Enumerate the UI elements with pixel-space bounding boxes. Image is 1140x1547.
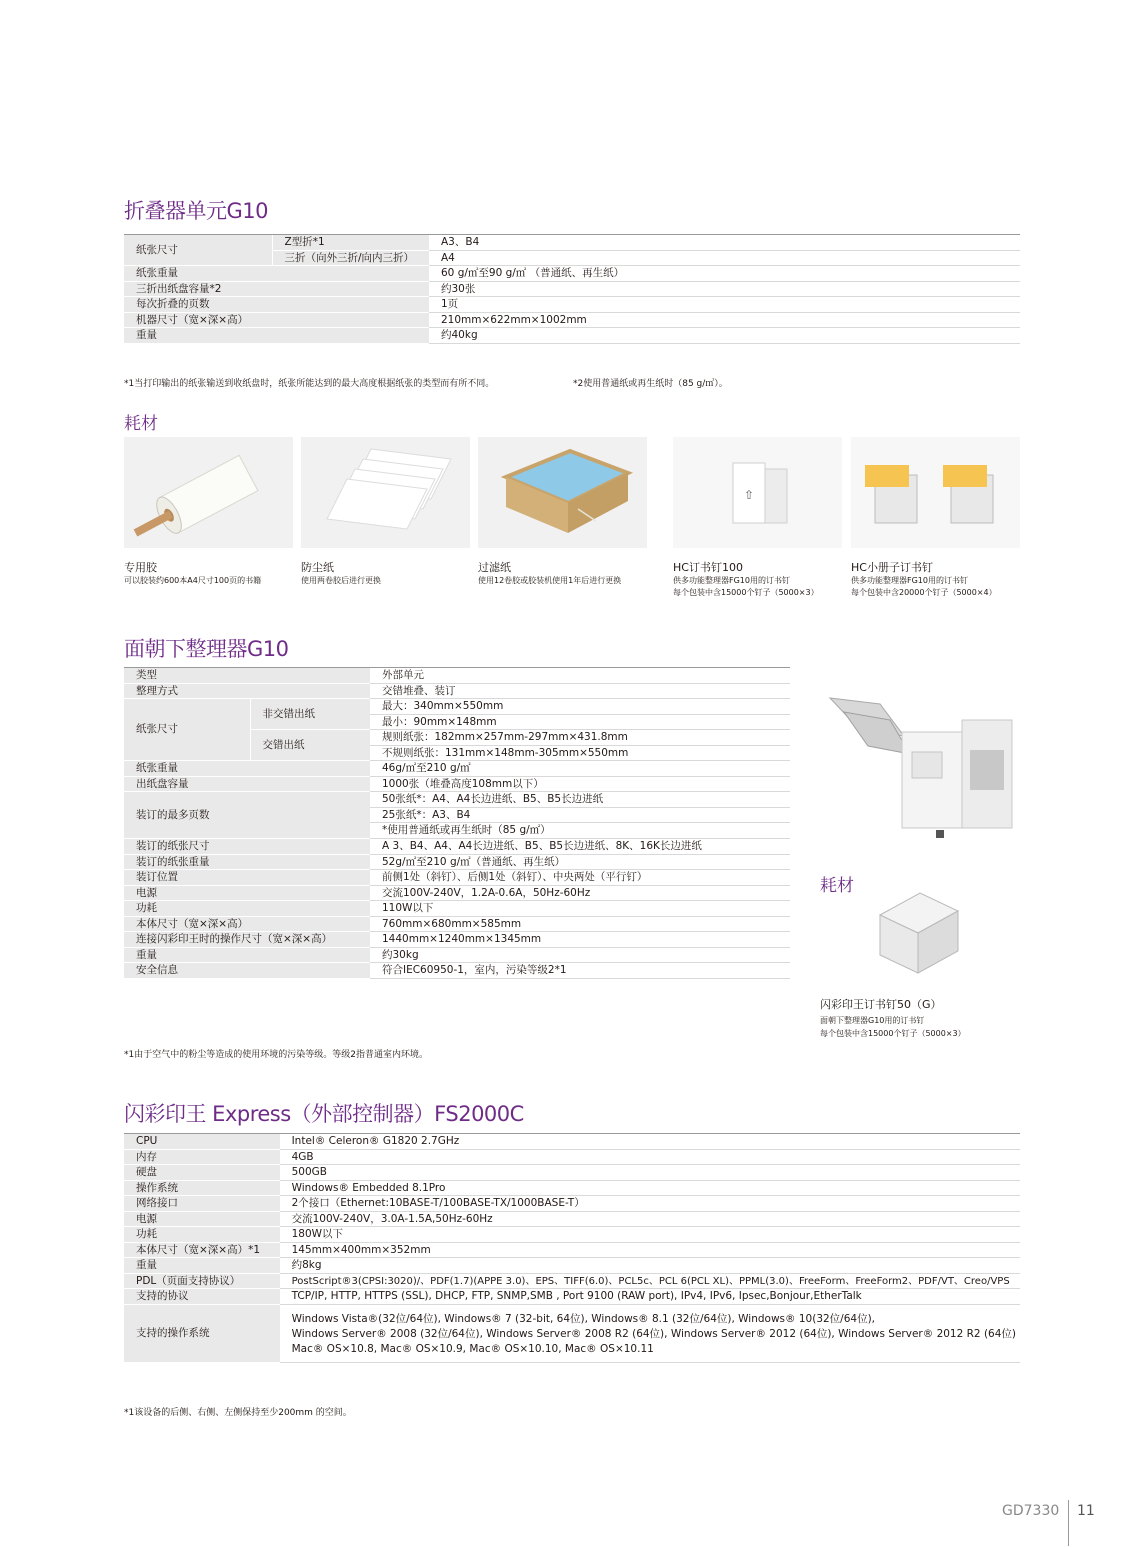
footnote: *1当打印输出的纸张输送到收纸盘时，纸张所能达到的最大高度根据纸张的类型而有所不同。 [124,379,495,389]
row-label: 纸张重量 [124,266,429,282]
table-row [124,776,790,792]
section-title-consumables-side: 耗材 [820,876,854,896]
row-value: 180W以下 [280,1227,1020,1243]
row-value: 最小：90mm×148mm [370,714,790,730]
product-desc: 每个包装中含15000个钉子（5000×3） [820,1029,966,1038]
stacker-spec-table [124,667,790,979]
table-row [124,266,1020,282]
row-value: TCP/IP, HTTP, HTTPS (SSL), DHCP, FTP, SNMP,SMB , Port 9100 (RAW port), IPv4, IPv6, Ipsec,Bonjour,EtherTalk [280,1289,1020,1305]
row-value: 前侧1处（斜钉）、后侧1处（斜钉）、中央两处（平行钉） [370,870,790,886]
table-row [124,839,790,855]
row-value: 1440mm×1240mm×1345mm [370,932,790,948]
table-row [124,792,790,808]
table-row [124,870,790,886]
row-label: PDL（页面支持协议） [124,1273,280,1289]
row-label: 连接闪彩印王时的操作尺寸（宽×深×高） [124,932,370,948]
booklet-staple-image [851,437,1020,548]
row-label: 本体尺寸（宽×深×高）*1 [124,1242,280,1258]
row-value: *使用普通纸或再生纸时（85 g/㎡） [370,823,790,839]
table-row [124,297,1020,313]
row-label: 重量 [124,1258,280,1274]
product-desc: 面朝下整理器G10用的订书钉 [820,1016,925,1025]
row-value: 50张纸*：A4、A4长边进纸、B5、B5长边进纸 [370,792,790,808]
row-value: PostScript®3(CPSI:3020)/、PDF(1.7)(APPE 3.0)、EPS、TIFF(6.0)、PCL5c、PCL 6(PCL XL)、PPML(3.0)、FreeForm、FreeForm2、PDF/VT、Creo/VPS [280,1273,1020,1289]
row-value: 外部单元 [370,668,790,684]
row-value: 约8kg [280,1258,1020,1274]
row-label: 支持的协议 [124,1289,280,1305]
row-sublabel: Z型折*1 [272,235,429,251]
row-value: 不规则纸张：131mm×148mm-305mm×550mm [370,745,790,761]
row-sublabel: 交错出纸 [250,730,370,761]
row-label: 出纸盘容量 [124,776,370,792]
table-row [124,916,790,932]
row-value: 500GB [280,1165,1020,1181]
page-number: 11 [1077,1503,1095,1519]
row-label: 装订的最多页数 [124,792,370,839]
row-label: 网络接口 [124,1196,280,1212]
row-value: 25张纸*：A3、B4 [370,807,790,823]
table-row [124,885,790,901]
row-value: 交错堆叠、装订 [370,683,790,699]
row-label: 装订的纸张尺寸 [124,839,370,855]
stacker-machine-image [820,690,1020,840]
row-value: 145mm×400mm×352mm [280,1242,1020,1258]
dust-paper-image [301,437,470,548]
row-value: 约30kg [370,947,790,963]
product-desc: 每个包装中含15000个钉子（5000×3） [673,588,819,597]
row-value: 110W以下 [370,901,790,917]
section-title-folder: 折叠器单元G10 [124,199,268,223]
product-desc: 供多功能整理器FG10用的订书钉 [851,576,968,585]
product-name: 过滤纸 [478,561,511,574]
controller-spec-table [124,1133,1020,1363]
row-value: 52g/㎡至210 g/㎡（普通纸、再生纸） [370,854,790,870]
staple-cartridge-image [860,885,970,980]
product-desc: 使用两卷胶后进行更换 [301,576,381,585]
row-value: 1页 [429,297,1020,313]
table-row [124,281,1020,297]
table-row [124,1305,1020,1363]
row-label: 电源 [124,885,370,901]
row-value: 1000张（堆叠高度108mm以下） [370,776,790,792]
table-row [124,901,790,917]
svg-text:⇧: ⇧ [743,488,755,502]
product-desc: 供多功能整理器FG10用的订书钉 [673,576,790,585]
footer-model: GD7330 [1002,1503,1060,1519]
filter-paper-image [478,437,647,548]
table-row [124,312,1020,328]
row-label: 安全信息 [124,963,370,979]
row-value: 4GB [280,1149,1020,1165]
row-value: 60 g/㎡至90 g/㎡ （普通纸、再生纸） [429,266,1020,282]
row-label: 支持的操作系统 [124,1305,280,1363]
row-label: 每次折叠的页数 [124,297,429,313]
section-title-consumables: 耗材 [124,414,158,434]
footnote: *2使用普通纸或再生纸时（85 g/㎡）。 [573,379,728,389]
row-label: 功耗 [124,901,370,917]
row-label: 整理方式 [124,683,370,699]
table-row [124,235,1020,251]
row-label: 机器尺寸（宽×深×高） [124,312,429,328]
table-row [124,947,790,963]
os-line: Mac® OS×10.8, Mac® OS×10.9, Mac® OS×10.10, Mac® OS×10.11 [291,1342,654,1355]
table-row [124,328,1020,344]
table-row [124,1196,1020,1212]
row-label: 装订位置 [124,870,370,886]
product-desc: 使用12卷胶或胶装机使用1年后进行更换 [478,576,622,585]
os-line: Windows Vista®(32位/64位), Windows® 7 (32-bit, 64位), Windows® 8.1 (32位/64位), Windows® 10(32位/64位), [291,1312,876,1325]
product-desc: 可以胶装约600本A4尺寸100页的书籍 [124,576,262,585]
row-value: Intel® Celeron® G1820 2.7GHz [280,1134,1020,1150]
row-value: 210mm×622mm×1002mm [429,312,1020,328]
row-label: 内存 [124,1149,280,1165]
product-name: 专用胶 [124,561,157,574]
row-value: 规则纸张：182mm×257mm-297mm×431.8mm [370,730,790,746]
row-label: 类型 [124,668,370,684]
table-row [124,1258,1020,1274]
table-row [124,854,790,870]
table-row [124,932,790,948]
row-label: 硬盘 [124,1165,280,1181]
table-row [124,699,790,715]
table-row [124,1165,1020,1181]
product-name: 闪彩印王订书钉50（G） [820,998,942,1011]
table-row [124,1273,1020,1289]
row-value: 46g/㎡至210 g/㎡ [370,761,790,777]
footer-divider [1068,1500,1069,1546]
row-label: 电源 [124,1211,280,1227]
table-row [124,1242,1020,1258]
product-desc: 每个包装中含20000个钉子（5000×4） [851,588,997,597]
row-label: 重量 [124,947,370,963]
row-label: 装订的纸张重量 [124,854,370,870]
row-value: A 3、B4、A4、A4长边进纸、B5、B5长边进纸、8K、16K长边进纸 [370,839,790,855]
table-row [124,1149,1020,1165]
hc-staple-image [673,437,842,548]
row-sublabel: 三折（向外三折/向内三折） [272,250,429,266]
row-label: 三折出纸盘容量*2 [124,281,429,297]
row-label: 纸张尺寸 [124,235,272,266]
row-value: 交流100V-240V，3.0A-1.5A,50Hz-60Hz [280,1211,1020,1227]
row-value: 符合IEC60950-1，室内，污染等级2*1 [370,963,790,979]
row-value: 约40kg [429,328,1020,344]
glue-roll-image [124,437,293,548]
table-row [124,963,790,979]
os-line: Windows Server® 2008 (32位/64位), Windows Server® 2008 R2 (64位), Windows Server® 2012 (64位), Windows Server® 2012 R2 (64位) [291,1327,1016,1340]
row-value: 约30张 [429,281,1020,297]
table-row [124,1211,1020,1227]
section-title-stacker: 面朝下整理器G10 [124,637,289,661]
row-value: Windows® Embedded 8.1Pro [280,1180,1020,1196]
row-value: 最大：340mm×550mm [370,699,790,715]
row-value: 2个接口（Ethernet:10BASE-T/100BASE-TX/1000BASE-T） [280,1196,1020,1212]
folder-spec-table [124,234,1020,344]
row-label: 本体尺寸（宽×深×高） [124,916,370,932]
section-title-controller: 闪彩印王 Express（外部控制器）FS2000C [124,1102,524,1126]
row-value [280,1305,1020,1363]
row-label: 纸张重量 [124,761,370,777]
row-value: 760mm×680mm×585mm [370,916,790,932]
table-row [124,1227,1020,1243]
table-row [124,683,790,699]
row-label: 纸张尺寸 [124,699,250,761]
table-row [124,1180,1020,1196]
footnote: *1由于空气中的粉尘等造成的使用环境的污染等级。等级2指普通室内环境。 [124,1050,428,1060]
product-name: HC订书钉100 [673,561,743,574]
row-value: A4 [429,250,1020,266]
table-row [124,761,790,777]
product-name: HC小册子订书钉 [851,561,933,574]
product-name: 防尘纸 [301,561,334,574]
row-label: 重量 [124,328,429,344]
row-label: CPU [124,1134,280,1150]
table-row [124,1289,1020,1305]
row-value: 交流100V-240V，1.2A-0.6A，50Hz-60Hz [370,885,790,901]
row-sublabel: 非交错出纸 [250,699,370,730]
row-value: A3、B4 [429,235,1020,251]
row-label: 功耗 [124,1227,280,1243]
table-row [124,668,790,684]
row-label: 操作系统 [124,1180,280,1196]
footnote: *1该设备的后侧、右侧、左侧保持至少200mm 的空间。 [124,1408,352,1418]
table-row [124,1134,1020,1150]
